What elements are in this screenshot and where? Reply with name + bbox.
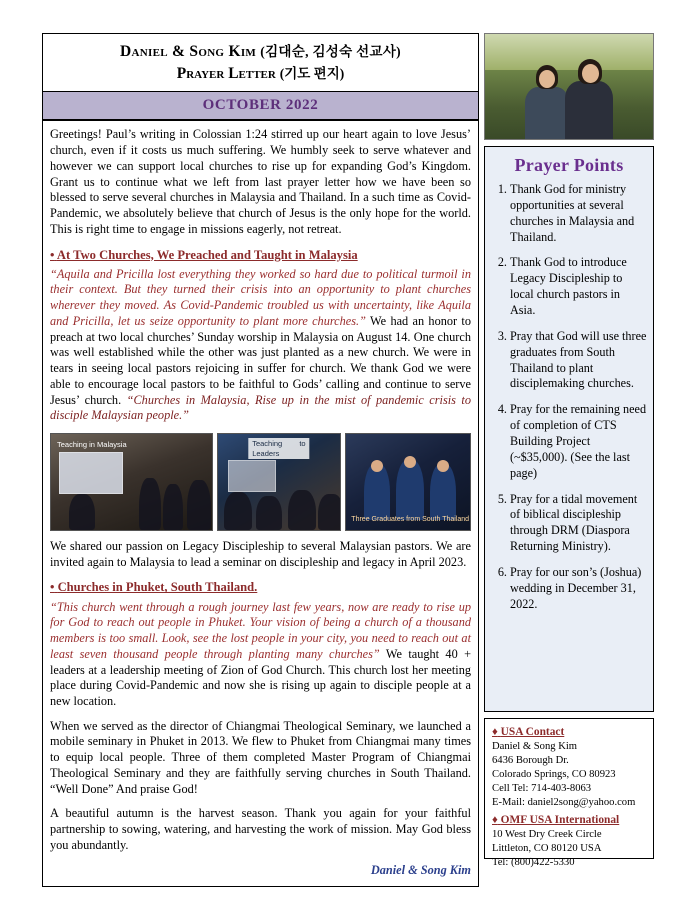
signature: Daniel & Song Kim bbox=[370, 862, 471, 877]
section-bullet: • bbox=[50, 247, 55, 262]
photo-strip bbox=[50, 433, 471, 531]
paragraph-malaysia-rest: We had an honor to preach at two local churches’ Sunday worship in Malaysia on August 14. One church was well established while the other was just planted as a new church. We were in tears in seeing local pastors rejoicing in suffer for church. We thank God we were able to encourage local pastors to be faithful to Gods’ calling and continue to serve Jesus’ church. bbox=[50, 313, 472, 407]
prayer-point-item: 1. Thank God for ministry opportunities at several churches in Malaysia and Thailand. bbox=[510, 182, 647, 245]
paragraph-closing: A beautiful autumn is the harvest season. Thank you again for your faithful partnership to sowing, watering, and harvesting the work of mission. May God bless you abundantly. bbox=[50, 806, 471, 852]
section-heading-malaysia-text: At Two Churches, We Preached and Taught in Malaysia bbox=[56, 247, 358, 262]
paragraph-greeting: Greetings! Paul’s writing in Colossian 1:24 stirred up our heart again to love Jesus’ church, even if it costs us much suffering. We humbly seek to serve whatever and however we can support local churches to rise up for expanding God’s Kingdom. Grant us to continue what we left from last prayer letter how we have been so blessed to serve several churches in Malaysia and Thailand. In a such time as Covid-Pandemic, we absolutely believe that church of Jesus is the only hope for the world. This is right time to engage in missions eagerly, not retreat. bbox=[50, 127, 471, 236]
header-letter-line bbox=[47, 63, 474, 85]
issue-date: OCTOBER 2022 bbox=[43, 91, 478, 120]
letter-column bbox=[42, 33, 479, 887]
diamond-icon: ♦ bbox=[492, 726, 498, 738]
paragraph-phuket bbox=[50, 600, 471, 710]
letter-header bbox=[42, 33, 479, 121]
omf-contact-heading bbox=[492, 813, 646, 828]
usa-contact-street: 6436 Borough Dr. bbox=[492, 755, 569, 767]
photo-teaching-to-leaders bbox=[217, 433, 342, 531]
photo-teaching-in-malaysia bbox=[50, 433, 213, 531]
paragraph-seminary: When we served as the director of Chiangmai Theological Seminary, we launched a mobile seminary in Phuket in 2013. We flew to Phuket from Chiangmai many times to equip local people. Three of them completed Master Program of Chiangmai Theological Seminary and they are faithfully serving churches in South Thailand. “Well Done” And praise God! bbox=[50, 718, 471, 796]
section-heading-phuket-text: Churches in Phuket, South Thailand. bbox=[57, 580, 258, 595]
usa-contact-heading bbox=[492, 725, 646, 740]
usa-contact-email[interactable]: E-Mail: daniel2song@yahoo.com bbox=[492, 796, 636, 808]
header-name-line bbox=[47, 42, 474, 63]
usa-contact-name: Daniel & Song Kim bbox=[492, 741, 578, 753]
omf-contact-heading-text: OMF USA International bbox=[500, 813, 620, 826]
prayer-point-item: 3. Pray that God will use three graduates from South Thailand to plant disciplemaking churches. bbox=[510, 329, 647, 392]
quote-phuket-church: “This church went through a rough journey last few years, now are ready to rise up for God to reach out people in Phuket. Your vision of being a church of a thousand members is too small. Look, see the lost people in your city, you need to reach out at least seven thousand people through planting many churches” bbox=[50, 599, 471, 661]
quote-aquila-pricilla: “Aquila and Pricilla lost everything they worked so hard due to political turmoil in their context. But they turned their crisis into an opportunity to plant churches wherever they moved. As Covid-Pandemic troubled us with uncertainty, like Aquila and Pricilla, let us seize opportunity to plant more churches.” bbox=[50, 266, 471, 328]
paragraph-phuket-rest: We taught 40 + leaders at a leadership meeting of Zion of God Church. This church lost her meeting place during Covid-Pandemic and now she is rising up again to disciple people at a new location. bbox=[50, 646, 472, 708]
usa-contact-phone[interactable]: Cell Tel: 714-403-8063 bbox=[492, 782, 592, 794]
omf-street: 10 West Dry Creek Circle bbox=[492, 828, 602, 840]
prayer-point-item: 6. Pray for our son’s (Joshua) wedding in December 31, 2022. bbox=[510, 565, 647, 613]
photo1-caption: Teaching in Malaysia bbox=[57, 439, 127, 449]
header-letter-en: Prayer Letter bbox=[176, 64, 276, 82]
prayer-point-item: 5. Pray for a tidal movement of biblical discipleship through DRM (Diaspora Returning Ministry). bbox=[510, 492, 647, 555]
paragraph-malaysia bbox=[50, 267, 471, 424]
prayer-points-panel bbox=[484, 146, 654, 712]
paragraph-legacy-discipleship: We shared our passion on Legacy Discipleship to several Malaysian pastors. We are invited again to Malaysia to lead a seminar on discipleship and legacy in April 2023. bbox=[50, 538, 471, 569]
section-heading-phuket bbox=[50, 579, 471, 595]
quote-churches-malaysia: “Churches in Malaysia, Rise up in the mist of pandemic crisis to disciple Malaysian people.” bbox=[50, 392, 471, 423]
header-name-en: Daniel & Song Kim bbox=[120, 43, 257, 60]
letter-body bbox=[42, 121, 479, 887]
omf-city: Littleton, CO 80120 USA bbox=[492, 842, 602, 854]
prayer-point-item: 4. Pray for the remaining need of completion of CTS Building Project (~$35,000). (See the last page) bbox=[510, 402, 647, 481]
usa-contact-city: Colorado Springs, CO 80923 bbox=[492, 768, 616, 780]
portrait-person-right bbox=[565, 59, 613, 139]
missionary-portrait-photo bbox=[484, 33, 654, 140]
portrait-person-left bbox=[525, 65, 569, 139]
header-letter-kr: (기도 편지) bbox=[279, 65, 345, 81]
contact-panel bbox=[484, 718, 654, 868]
photo-three-graduates bbox=[345, 433, 471, 531]
photo2-caption: Teaching to Leaders bbox=[248, 438, 309, 459]
section-bullet-2: • bbox=[50, 580, 55, 595]
diamond-icon-2: ♦ bbox=[492, 813, 498, 826]
prayer-points-title: Prayer Points bbox=[514, 155, 624, 175]
photo3-caption: Three Graduates from South Thailand bbox=[351, 516, 470, 524]
sidebar-column bbox=[484, 33, 654, 868]
section-heading-malaysia bbox=[50, 247, 471, 263]
omf-phone[interactable]: Tel: (800)422-5330 bbox=[492, 856, 575, 868]
prayer-point-item: 2. Thank God to introduce Legacy Discipleship to local church pastors in Asia. bbox=[510, 255, 647, 318]
usa-contact-heading-text: USA Contact bbox=[500, 726, 565, 738]
prayer-points-list bbox=[491, 182, 647, 613]
header-name-kr: (김대순, 김성숙 선교사) bbox=[260, 44, 401, 59]
